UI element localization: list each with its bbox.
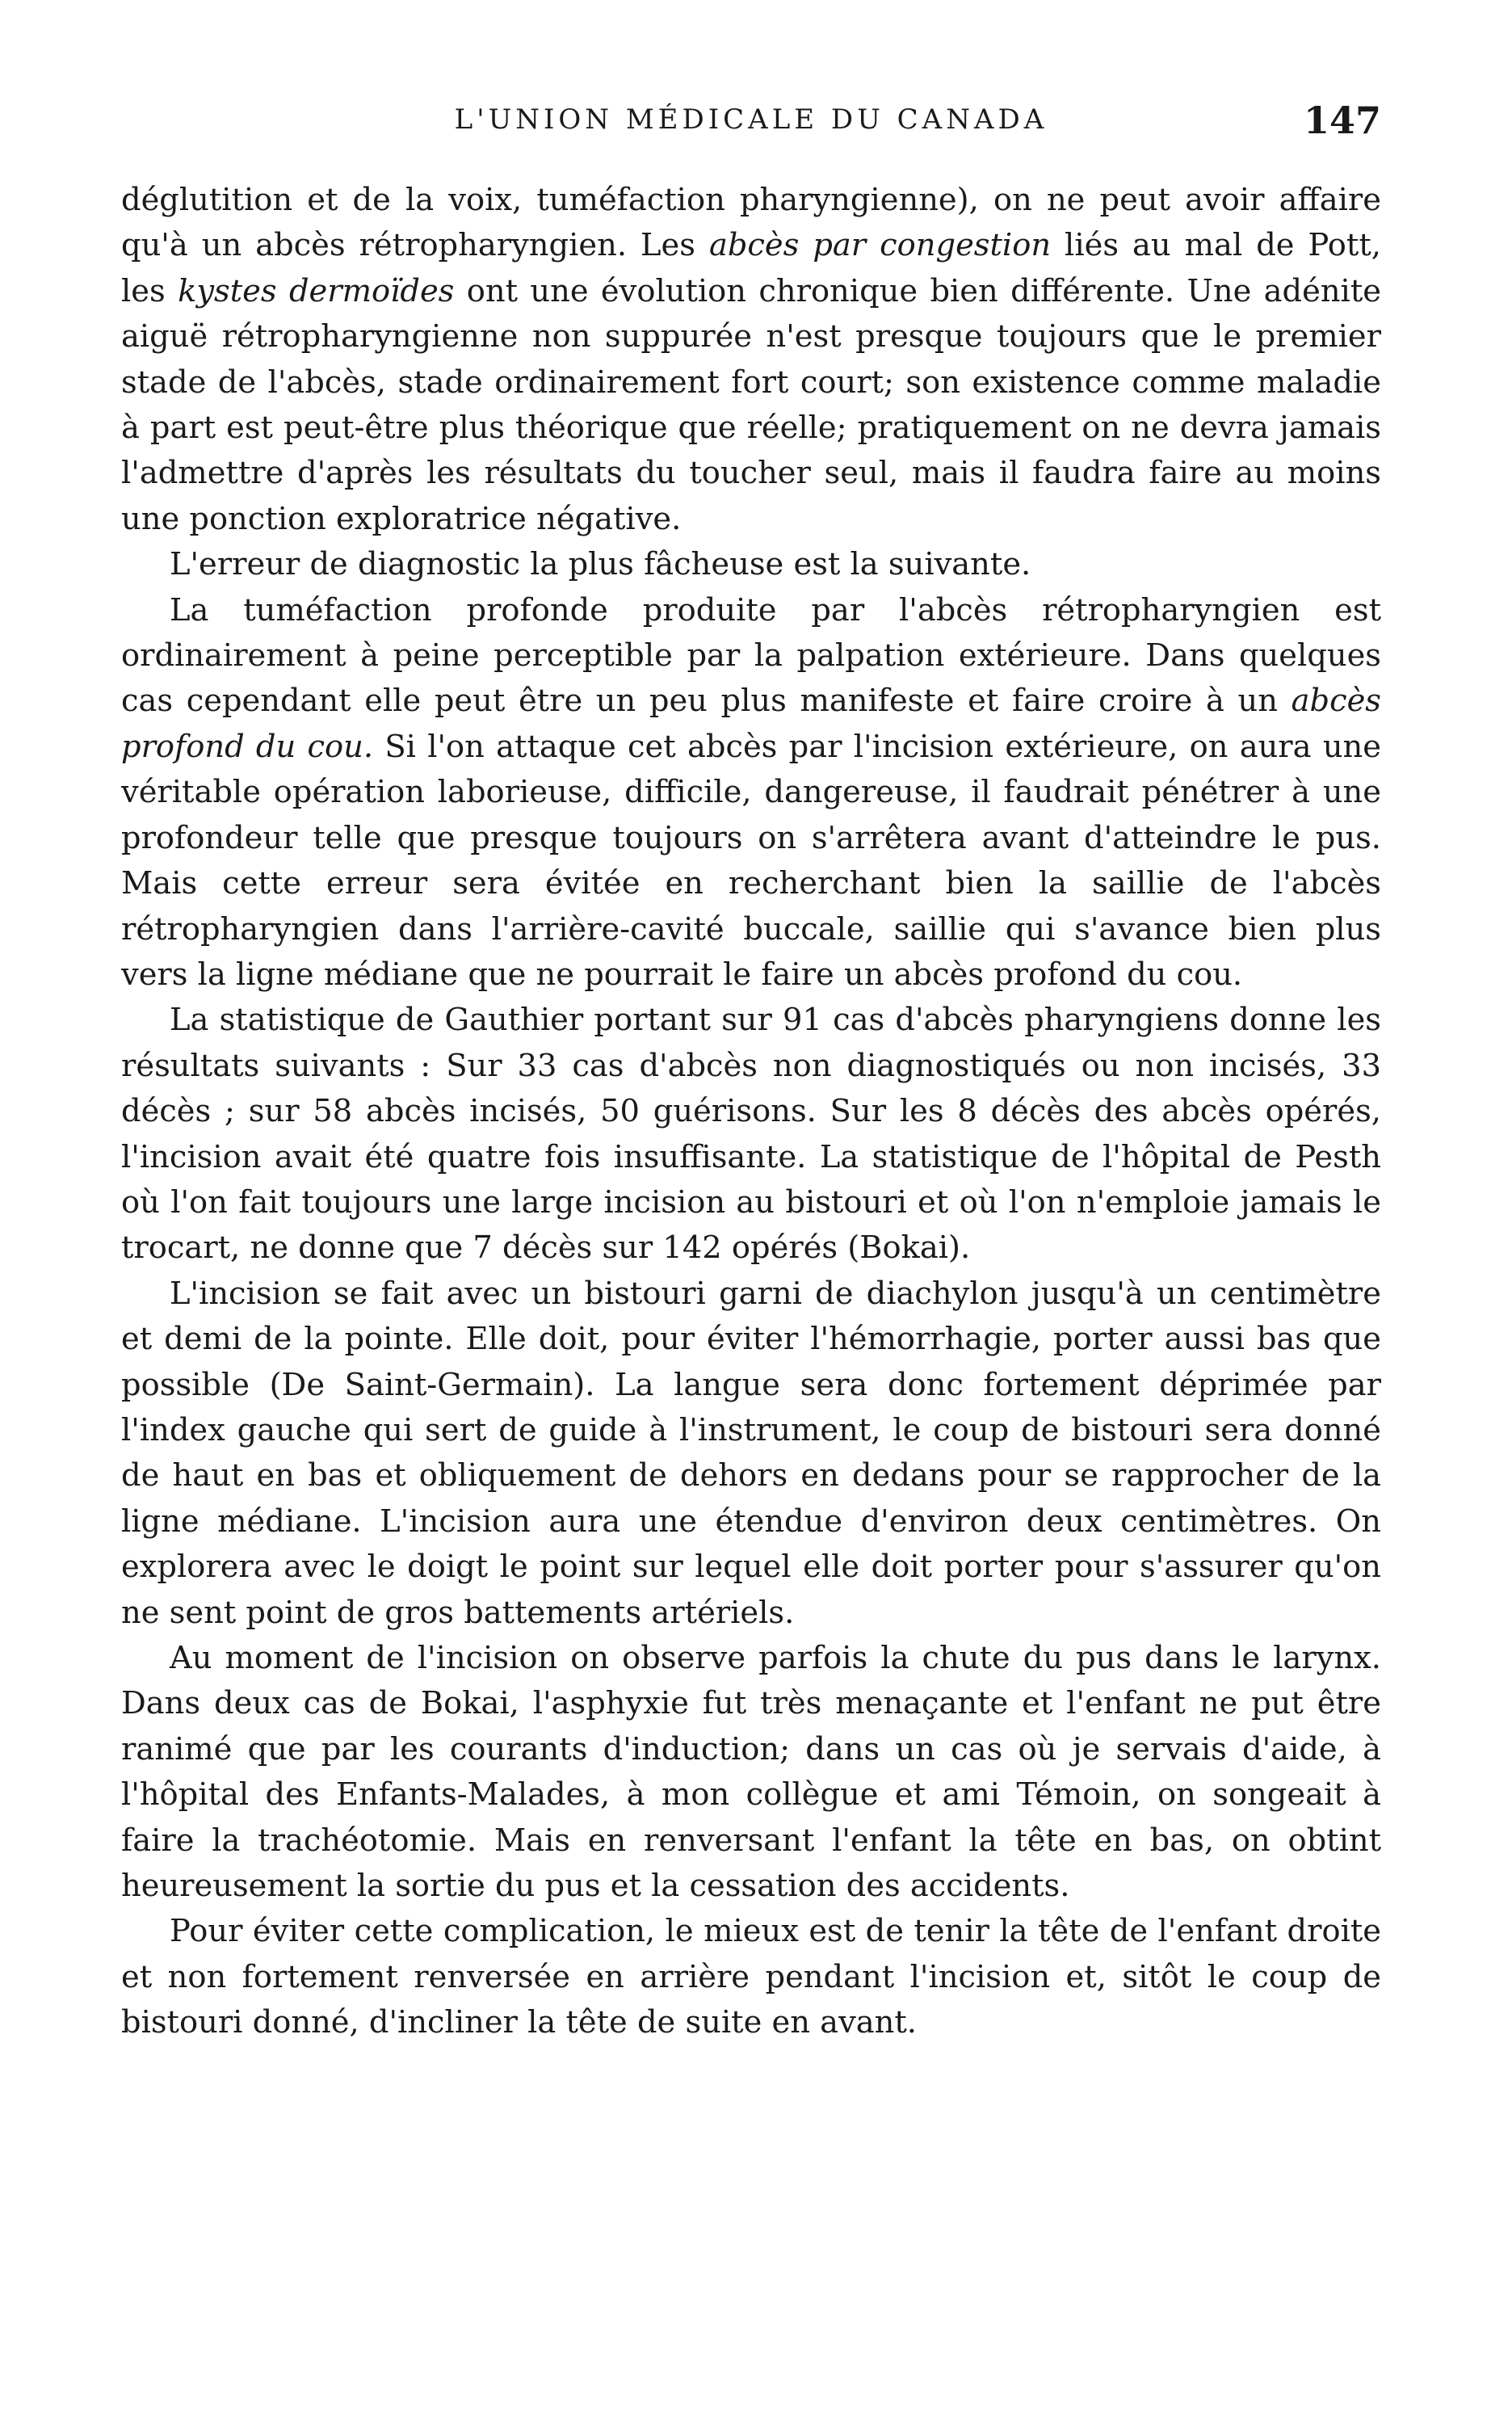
text-run: Pour éviter cette complication, le mieux est de tenir la tête de l'enfant droite et non fortement renversée en arrière pendant l'incision et, sitôt le coup de bistouri donné, d'incliner la tête de suite en avant. — [121, 1913, 1381, 2041]
text-run: La statistique de Gauthier portant sur 91 cas d'abcès pharyngiens donne les résultats suivants : Sur 33 cas d'abcès non diagnostiqués ou non incisés, 33 décès ; sur 58 abcès incisés, 50 guérisons. Sur les 8 décès des abcès opérés, l'incision avait été quatre fois insuffisante. La statistique de l'hôpital de Pesth où l'on fait toujours une large incision au bistouri et où l'on n'emploie jamais le trocart, ne donne que 7 décès sur 142 opérés (Bokai). — [121, 1002, 1381, 1267]
text-run: L'erreur de diagnostic la plus fâcheuse est la suivante. — [170, 546, 1031, 583]
italic-text: abcès profond du cou. — [121, 683, 1381, 765]
paragraph — [121, 998, 1381, 1271]
paragraph — [121, 178, 1381, 542]
paragraph — [121, 588, 1381, 998]
paragraph — [121, 1909, 1381, 2045]
text-run: Si l'on attaque cet abcès par l'incision extérieure, on aura une véritable opération laborieuse, difficile, dangereuse, il faudrait pénétrer à une profondeur telle que presque toujours on s'arrêtera avant d'atteindre le pus. Mais cette erreur sera évitée en recherchant bien la saillie de l'abcès rétropharyngien dans l'arrière-cavité buccale, saillie qui s'avance bien plus vers la ligne médiane que ne pourrait le faire un abcès profond du cou. — [121, 728, 1381, 993]
text-run: liés au mal de Pott, les — [121, 227, 1381, 309]
paragraph — [121, 1636, 1381, 1909]
text-run: L'incision se fait avec un bistouri garni de diachylon jusqu'à un centimètre et demi de la pointe. Elle doit, pour éviter l'hémorrhagie, porter aussi bas que possible (De Saint-Germain). La langue sera donc fortement déprimée par l'index gauche qui sert de guide à l'instrument, le coup de bistouri sera donné de haut en bas et obliquement de dehors en dedans pour se rapprocher de la ligne médiane. L'incision aura une étendue d'environ deux centimètres. On explorera avec le doigt le point sur lequel elle doit porter pour s'assurer qu'on ne sent point de gros battements artériels. — [121, 1275, 1381, 1631]
italic-text: kystes dermoïdes — [178, 272, 455, 309]
text-run: déglutition et de la voix, tuméfaction pharyngienne), on ne peut avoir affaire qu'à un abcès rétropharyngien. Les — [121, 182, 1381, 264]
italic-text: abcès par congestion — [708, 227, 1052, 264]
text-run: La tuméfaction profonde produite par l'abcès rétropharyngien est ordinairement à peine perceptible par la palpation extérieure. Dans quelques cas cependant elle peut être un peu plus manifeste et faire croire à un — [121, 591, 1381, 720]
text-run: Au moment de l'incision on observe parfois la chute du pus dans le larynx. Dans deux cas de Bokai, l'asphyxie fut très menaçante et l'enfant ne put être ranimé que par les courants d'induction; dans un cas où je servais d'aide, à l'hôpital des Enfants-Malades, à mon collègue et ami Témoin, on songeait à faire la trachéotomie. Mais en renversant l'enfant la tête en bas, on obtint heureusement la sortie du pus et la cessation des accidents. — [121, 1640, 1381, 1905]
page-number: 147 — [1303, 99, 1381, 142]
text-run: ont une évolution chronique bien différente. Une adénite aiguë rétropharyngienne non suppurée n'est presque toujours que le premier stade de l'abcès, stade ordinairement fort court; son existence comme maladie à part est peut-être plus théorique que réelle; pratiquement on ne devra jamais l'admettre d'après les résultats du toucher seul, mais il faudra faire au moins une ponction exploratrice négative. — [121, 272, 1381, 537]
body-text — [121, 178, 1381, 2046]
running-title: L'UNION MÉDICALE DU CANADA — [454, 103, 1048, 136]
paragraph — [121, 1271, 1381, 1636]
running-head — [121, 99, 1381, 152]
paragraph — [121, 542, 1381, 587]
